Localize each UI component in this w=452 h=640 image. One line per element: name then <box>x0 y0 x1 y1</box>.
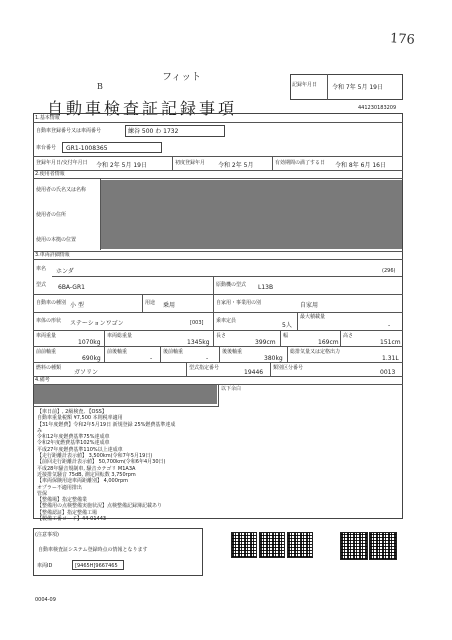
rear-front-axle-label: 後前軸重 <box>163 349 184 355</box>
vehicle-id-label: 車両ID <box>37 563 53 569</box>
blank-below-label: 以下余白 <box>221 386 242 392</box>
note-line: 【車日前】, 2級検査, 【OSS】 <box>37 409 107 415</box>
document-title: 自動車検査証記録事項 <box>47 99 238 118</box>
category-label: 類別区分番号 <box>273 365 304 371</box>
reg-date-label: 登録年月日/交付年月日 <box>36 160 88 166</box>
body-code: [003] <box>190 320 204 326</box>
note-line: 近接排気騒音 75dB, 測定回転数 3,750rpm <box>37 471 136 478</box>
use-label: 用途 <box>145 300 156 306</box>
front-rear-axle-label: 前後軸重 <box>107 349 128 355</box>
model-value: 6BA-GR1 <box>58 284 85 291</box>
section-vehicle: 3.車両詳細情報 <box>35 252 70 258</box>
expiry-value: 令和 8年 6月 16日 <box>335 162 386 169</box>
note-line: 令和12年度燃費基準75%達成車 <box>37 434 110 441</box>
use-value: 乗用 <box>163 302 176 309</box>
note-line: 【製備工番コード】44-01443 <box>37 516 107 523</box>
caution-text: 自動車検査証システム登録時点の情報となります <box>38 547 148 553</box>
body-label: 車体の形状 <box>36 318 62 324</box>
displacement-value: 1.31L <box>382 355 399 362</box>
category-value: 0013 <box>380 369 396 376</box>
weight-label: 車両重量 <box>36 333 57 339</box>
engine-value: L13B <box>258 284 274 291</box>
note-line: 【整備用の点検整備実施状況】点検整備記録簿記載あり <box>37 503 163 510</box>
front-axle-label: 前前軸重 <box>36 349 57 355</box>
displacement-label: 総排気量又は定格出力 <box>290 349 341 355</box>
make-code: (296) <box>382 268 396 274</box>
gross-value: 1345kg <box>187 339 210 346</box>
width-label: 幅 <box>283 333 289 339</box>
section-notes: 4.備考 <box>35 377 50 383</box>
record-date-label: 記録年月日 <box>292 82 318 88</box>
note-line: 【31年度燃費】令和2年5月19日 新規登録 25%燃費基準達成 <box>37 421 176 428</box>
rear-axle-value: 380kg <box>264 355 283 362</box>
designation-label: 型式指定番号 <box>189 365 220 371</box>
reg-date-value: 令和 2年 5月 19日 <box>96 162 147 169</box>
note-line: 管保 <box>37 490 48 497</box>
height-value: 151cm <box>380 339 401 346</box>
gross-label: 車両総重量 <box>107 333 133 339</box>
vehicle-id-value: [9465H]9667465 <box>75 563 118 569</box>
designation-value: 19446 <box>244 369 264 376</box>
first-year-label: 初度登録年月 <box>175 160 206 166</box>
chassis-value: GR1-1008365 <box>66 145 108 152</box>
note-line: 【走行距離計表示値】 3,500km(令和7年5月19日) <box>37 453 153 460</box>
kind-label: 自動車の種別 <box>36 300 67 306</box>
rear-front-axle-value: - <box>206 355 209 362</box>
height-label: 高さ <box>343 333 354 339</box>
maxload-label: 最大積載量 <box>300 314 326 320</box>
qr-code-4 <box>340 532 368 560</box>
engine-label: 原動機の型式 <box>216 282 247 288</box>
section-user: 2.使用者情報 <box>35 171 65 177</box>
private-value: 自家用 <box>300 302 319 309</box>
note-line: 令和2年度燃費基準102%達成車 <box>37 440 110 447</box>
page-number-handwriting: 176 <box>389 31 416 48</box>
user-base-label: 使用の本拠の位置 <box>36 237 77 243</box>
make-value: ホンダ <box>56 268 74 275</box>
caution-label: (注意事項) <box>35 532 59 538</box>
kind-value: 小 型 <box>70 302 84 309</box>
redacted-notes-header <box>34 385 217 404</box>
expiry-label: 有効期間の満了する日 <box>275 160 326 166</box>
weight-value: 1070kg <box>78 339 101 346</box>
maxload-value: - <box>388 322 391 329</box>
rear-axle-label: 後後軸重 <box>222 349 243 355</box>
reg-number-value: 練谷 500 わ 1732 <box>128 128 179 135</box>
note-line: 【整備場】指定整備業 <box>37 497 88 504</box>
qr-code-5 <box>369 532 397 560</box>
capacity-label: 乗車定員 <box>216 318 237 324</box>
capacity-value: 5人 <box>282 322 292 329</box>
fuel-label: 燃料の種類 <box>36 365 62 371</box>
redacted-user-info <box>101 180 402 249</box>
model-label: 型式 <box>36 282 47 288</box>
section-basic: 1.基本情報 <box>35 115 60 121</box>
note-line: 【整備認証】指定整備工場 <box>37 509 98 516</box>
fuel-value: ガソリン <box>74 369 99 376</box>
chassis-label: 車台番号 <box>36 145 57 151</box>
user-name-label: 使用者の氏名又は名称 <box>36 187 87 193</box>
qr-code-2 <box>259 532 285 558</box>
front-rear-axle-value: - <box>150 355 153 362</box>
private-label: 自家用・事業用の別 <box>216 300 262 306</box>
note-line: 自動車重量税額 ¥7,500 本則税率適用 <box>37 415 123 422</box>
width-value: 169cm <box>318 339 339 346</box>
notes-list <box>37 409 217 522</box>
length-label: 長さ <box>216 333 227 339</box>
qr-code-3 <box>287 532 313 558</box>
handwritten-model-note: フィット <box>162 72 202 83</box>
note-line: 平成27年度燃費基準110%以上達成車 <box>37 446 123 453</box>
note-line: み <box>37 427 43 434</box>
form-number: 0004-09 <box>35 597 56 603</box>
length-value: 399cm <box>255 339 276 346</box>
body-value: ステーションワゴン <box>70 320 124 327</box>
note-line: 平成28年騒音規制車, 騒音カテゴリ M1A3A <box>37 465 136 472</box>
note-line: 【車両保険用途車両距離別】 4,000rpm <box>37 478 129 485</box>
document-number: 441230183209 <box>358 105 397 111</box>
user-address-label: 使用者の住所 <box>36 212 67 218</box>
note-line: オプラー不適用排出 <box>37 484 82 491</box>
record-date-value: 令和 7年 5月 19日 <box>332 84 383 91</box>
make-label: 車名 <box>36 266 47 272</box>
reg-number-label: 自動車登録番号又は車両番号 <box>36 128 102 134</box>
handwritten-b: B <box>97 82 103 91</box>
qr-code-1 <box>231 532 257 558</box>
first-year-value: 令和 2年 5月 <box>218 162 254 169</box>
note-line: 【前回走行距離計表示値】 50,700km(令和6年4月30日) <box>37 459 166 466</box>
front-axle-value: 690kg <box>82 355 101 362</box>
